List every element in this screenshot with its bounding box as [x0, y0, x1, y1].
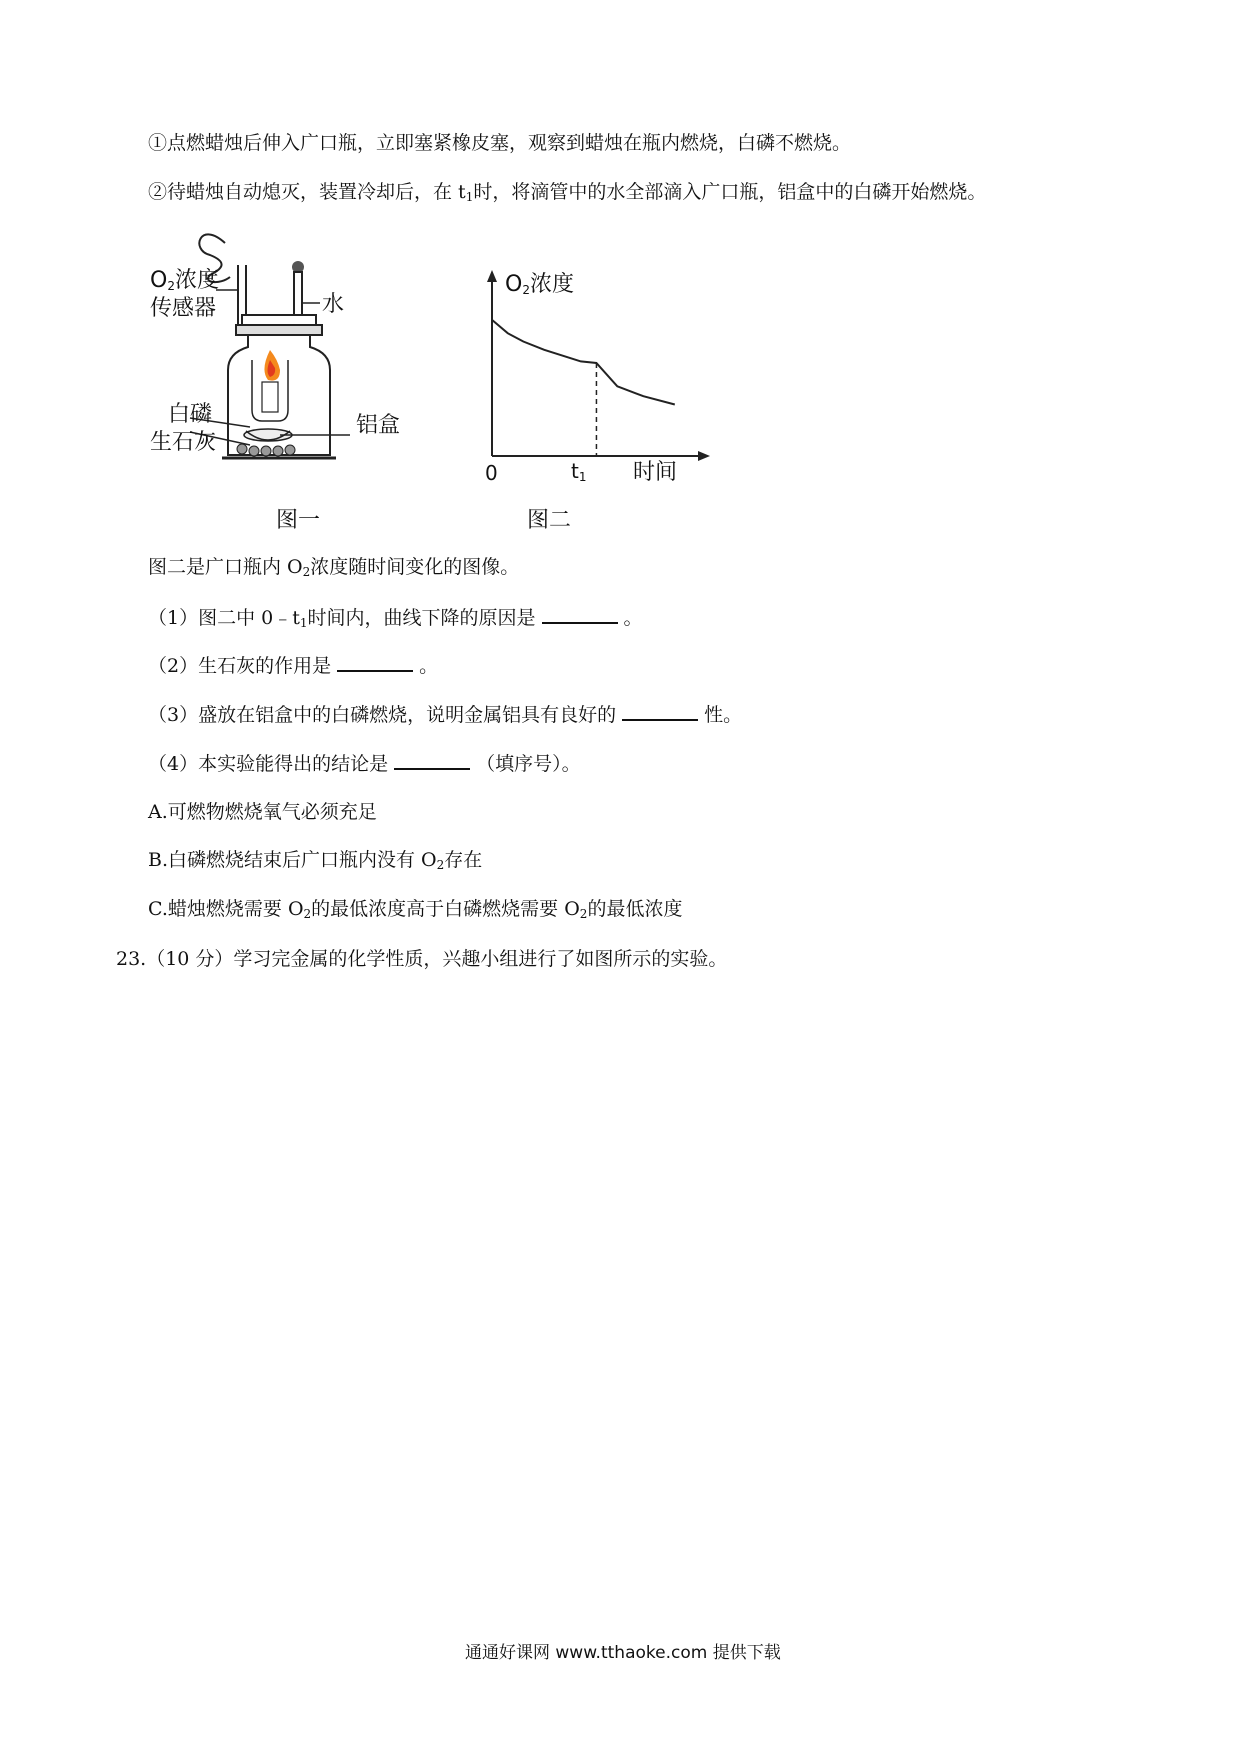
question-1: （1）图二中 $0﹣t_1$时间内，曲线下降的原因是 。	[148, 604, 643, 635]
label-quicklime: 生石灰	[150, 430, 217, 455]
chart-xlabel: 时间	[633, 460, 678, 485]
chart-t1-label: $t_1$	[571, 459, 587, 484]
option-a: A.可燃物燃烧氧气必须充足	[148, 801, 377, 823]
option-b: B.白磷燃烧结束后广口瓶内没有 $O_2$存在	[148, 849, 483, 872]
answer-blank-3[interactable]	[622, 701, 698, 721]
figure-2-intro: 图二是广口瓶内 $O_2$浓度随时间变化的图像。	[148, 556, 520, 579]
answer-blank-2[interactable]	[337, 652, 413, 672]
chart-origin-label: 0	[485, 461, 498, 485]
figure-2-caption: 图二	[527, 508, 572, 533]
figure-1-caption: 图一	[276, 508, 321, 533]
step-2: ②待蜡烛自动熄灭，装置冷却后，在 $t_1$时，将滴管中的水全部滴入广口瓶，铝盒中的白磷开始燃烧。	[148, 181, 987, 204]
chart-ylabel: $O_2$浓度	[505, 272, 574, 297]
x-axis-arrow	[698, 451, 710, 461]
question-23: 23.（10 分）学习完金属的化学性质，兴趣小组进行了如图所示的实验。	[116, 948, 728, 970]
series-line-o2	[492, 320, 675, 405]
label-aluminum-box: 铝盒	[356, 413, 401, 438]
answer-blank-1[interactable]	[542, 604, 618, 624]
y-axis-arrow	[487, 270, 497, 282]
label-white-phosphorus: 白磷	[168, 402, 213, 427]
step-1: ①点燃蜡烛后伸入广口瓶，立即塞紧橡皮塞，观察到蜡烛在瓶内燃烧，白磷不燃烧。	[148, 132, 852, 154]
question-3: （3）盛放在铝盒中的白磷燃烧，说明金属铝具有良好的 性。	[148, 701, 742, 727]
option-c: C.蜡烛燃烧需要 $O_2$的最低浓度高于白磷燃烧需要 $O_2$的最低浓度	[148, 898, 683, 921]
footer-source: 通通好课网 www.tthaoke.com 提供下载	[465, 1643, 781, 1663]
answer-blank-4[interactable]	[394, 750, 470, 770]
label-sensor: 传感器	[150, 296, 217, 321]
label-o2-concentration: $O_2$浓度	[150, 268, 219, 293]
question-4: （4）本实验能得出的结论是 （填序号）。	[148, 750, 581, 776]
question-2: （2）生石灰的作用是 。	[148, 652, 438, 678]
label-water: 水	[322, 292, 345, 317]
